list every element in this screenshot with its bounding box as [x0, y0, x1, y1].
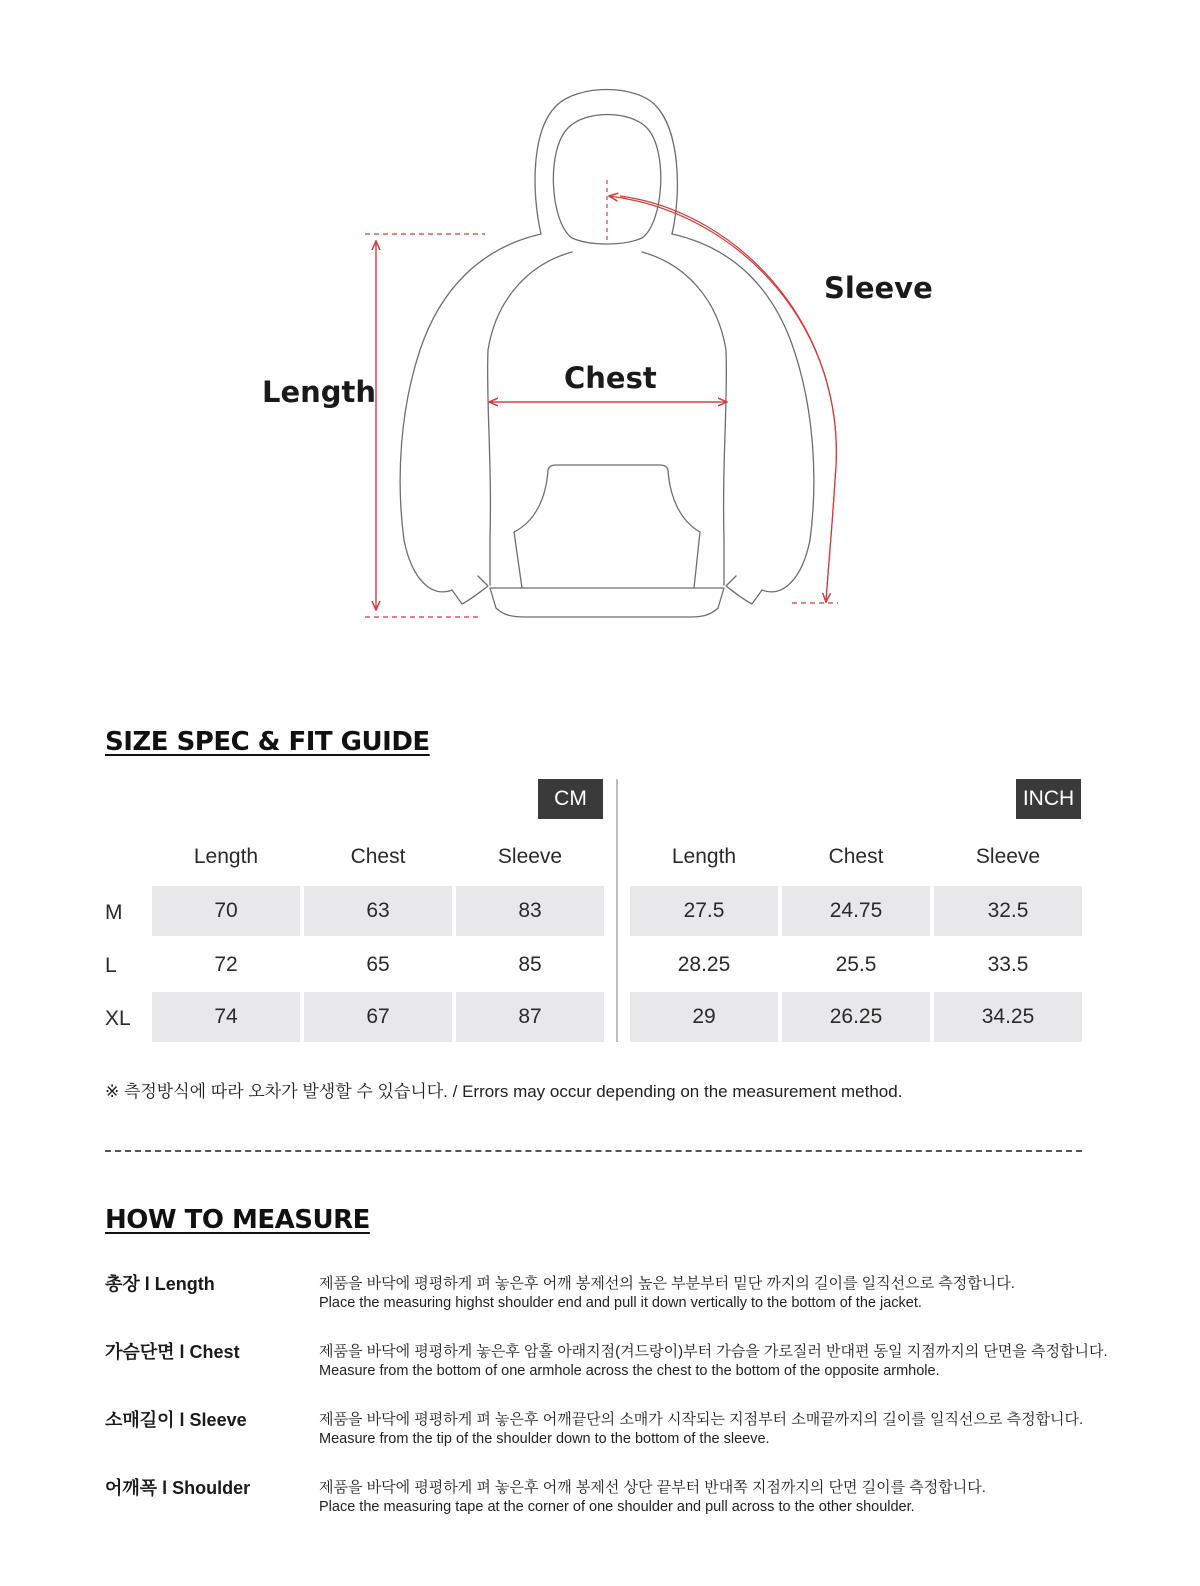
- size-spec-title: SIZE SPEC & FIT GUIDE: [105, 727, 430, 757]
- table-cell: 33.5: [987, 953, 1029, 976]
- cm-col-sleeve: Sleeve: [497, 845, 563, 868]
- table-cell: 29: [630, 992, 778, 1042]
- section-divider: [105, 1150, 1082, 1152]
- cm-unit-badge: CM: [538, 779, 603, 819]
- hoodie-outline-icon: [0, 0, 1200, 660]
- measure-name-shoulder: 어깨폭 l Shoulder: [105, 1478, 251, 1498]
- inch-col-sleeve: Sleeve: [975, 845, 1041, 868]
- table-cell: 74: [152, 992, 300, 1042]
- unit-divider: [616, 779, 618, 1042]
- inch-col-chest: Chest: [828, 845, 884, 868]
- measure-desc-en-shoulder: Place the measuring tape at the corner of one shoulder and pull across to the other shoulder.: [319, 1499, 915, 1515]
- measure-desc-ko-shoulder: 제품을 바닥에 평평하게 펴 놓은후 어깨 봉제선 상단 끝부터 반대쪽 지점까지의 단면 길이를 측정합니다.: [319, 1479, 986, 1496]
- measure-desc-en-chest: Measure from the bottom of one armhole across the chest to the bottom of the opposite armhole.: [319, 1363, 940, 1379]
- measure-name-sleeve: 소매길이 l Sleeve: [105, 1410, 247, 1430]
- chest-label: Chest: [564, 361, 657, 395]
- measure-desc-ko-sleeve: 제품을 바닥에 평평하게 펴 놓은후 어깨끝단의 소매가 시작되는 지점부터 소매끝까지의 길이를 일직선으로 측정합니다.: [319, 1411, 1084, 1428]
- table-cell: 85: [518, 953, 542, 976]
- length-label: Length: [262, 375, 377, 409]
- table-cell: 63: [304, 886, 452, 936]
- table-cell: 67: [304, 992, 452, 1042]
- table-cell: 70: [152, 886, 300, 936]
- cm-col-chest: Chest: [350, 845, 406, 868]
- table-cell: 34.25: [934, 992, 1082, 1042]
- table-cell: 32.5: [934, 886, 1082, 936]
- measure-desc-en-length: Place the measuring highst shoulder end and pull it down vertically to the bottom of the jacket.: [319, 1295, 922, 1311]
- measure-desc-en-sleeve: Measure from the tip of the shoulder down to the bottom of the sleeve.: [319, 1431, 770, 1447]
- sleeve-label: Sleeve: [824, 271, 933, 305]
- inch-col-length: Length: [671, 845, 737, 868]
- size-label-xl: XL: [105, 1007, 131, 1030]
- table-cell: 24.75: [782, 886, 930, 936]
- table-cell: 65: [366, 953, 390, 976]
- measurement-diagram: [0, 0, 1200, 660]
- table-cell: 25.5: [835, 953, 877, 976]
- measure-name-chest: 가슴단면 l Chest: [105, 1342, 240, 1362]
- inch-unit-badge: INCH: [1016, 779, 1081, 819]
- size-label-l: L: [105, 954, 117, 977]
- table-cell: 28.25: [677, 953, 731, 976]
- measurement-note: ※ 측정방식에 따라 오차가 발생할 수 있습니다. / Errors may occur depending on the measurement method.: [105, 1082, 903, 1101]
- how-to-measure-title: HOW TO MEASURE: [105, 1205, 370, 1235]
- cm-col-length: Length: [193, 845, 259, 868]
- measure-name-length: 총장 l Length: [105, 1274, 215, 1294]
- measure-desc-ko-chest: 제품을 바닥에 평평하게 놓은후 암홀 아래지점(겨드랑이)부터 가슴을 가로질러 반대편 동일 지점까지의 단면을 측정합니다.: [319, 1343, 1108, 1360]
- table-cell: 26.25: [782, 992, 930, 1042]
- table-cell: 83: [456, 886, 604, 936]
- table-cell: 72: [214, 953, 238, 976]
- table-cell: 27.5: [630, 886, 778, 936]
- size-label-m: M: [105, 901, 123, 924]
- measure-desc-ko-length: 제품을 바닥에 평평하게 펴 놓은후 어깨 봉제선의 높은 부분부터 밑단 까지의 길이를 일직선으로 측정합니다.: [319, 1275, 1015, 1292]
- table-cell: 87: [456, 992, 604, 1042]
